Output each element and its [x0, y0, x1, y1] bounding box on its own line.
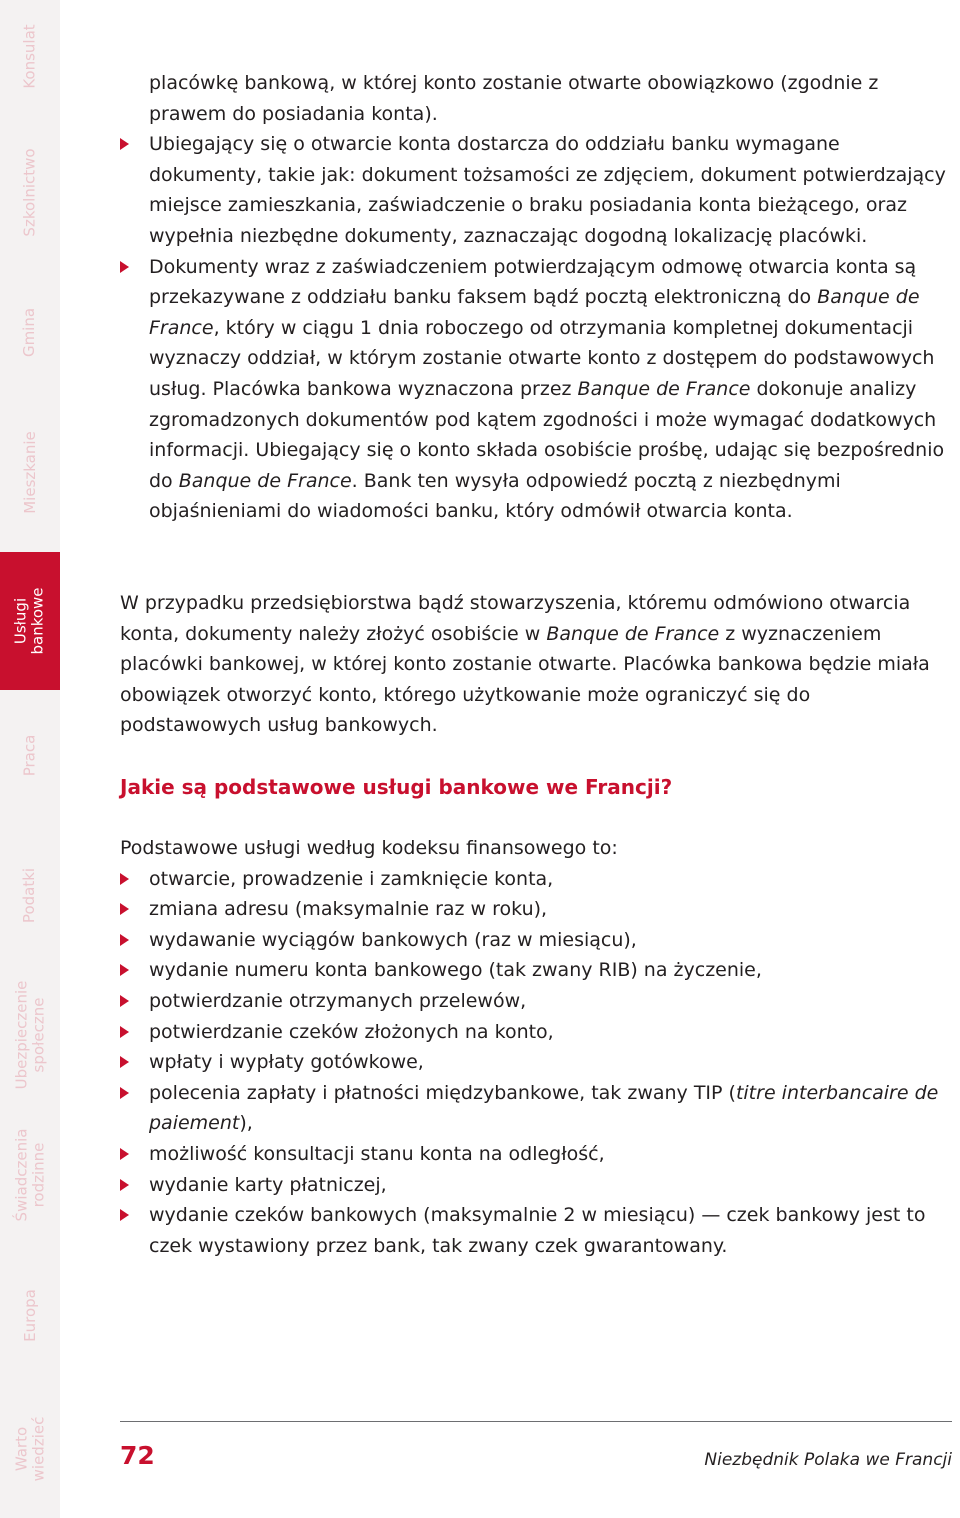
bullet-arrow-icon — [120, 1148, 129, 1160]
list-item — [120, 1078, 952, 1139]
text-run: , który w ciągu 1 dnia roboczego od otrzymania kompletnej dokumentacji wyznaczy oddział, w którym zostanie otwarte konto z dostępem do podstawowych usług. Placówka bankowa wyznaczona przez — [149, 316, 935, 400]
list-item — [120, 925, 952, 956]
service-text: wydanie czeków bankowych (maksymalnie 2 w miesiącu) — czek bankowy jest to czek wystawiony przez bank, tak zwany czek gwarantowany. — [149, 1204, 926, 1257]
bullet-arrow-icon — [120, 873, 129, 885]
bullet-arrow-icon — [120, 1026, 129, 1038]
tab-label: Gmina — [20, 307, 39, 357]
intro-continuation: placówkę bankową, w której konto zostanie otwarte obowiązkowo (zgodnie z prawem do posiadania konta). — [149, 72, 879, 125]
bullet-arrow-icon — [120, 1087, 129, 1099]
tab-europa[interactable] — [0, 1250, 60, 1380]
list-item — [120, 129, 952, 251]
italic-run: Banque de France — [178, 469, 352, 492]
tab-label: Szkolnictwo — [20, 147, 39, 237]
tab-label: Podatki — [20, 867, 39, 923]
tab-label-line2: bankowe — [29, 587, 48, 655]
bullet-arrow-icon — [120, 261, 129, 273]
bullet-arrow-icon — [120, 964, 129, 976]
tab-swiadczenia-rodzinne[interactable] — [0, 1100, 60, 1250]
italic-run: Banque de France — [577, 377, 751, 400]
service-text: otwarcie, prowadzenie i zamknięcie konta, — [149, 867, 554, 890]
list-item — [120, 1170, 952, 1201]
tab-label: Mieszkanie — [20, 430, 39, 514]
company-paragraph — [120, 588, 952, 741]
tab-praca[interactable] — [0, 690, 60, 820]
list-item — [120, 894, 952, 925]
tab-konsulat[interactable] — [0, 0, 60, 112]
list-item — [120, 252, 952, 527]
list-item — [120, 1017, 952, 1048]
paragraph — [120, 588, 952, 741]
service-text: zmiana adresu (maksymalnie raz w roku), — [149, 898, 548, 921]
bullet-docs-text: Ubiegający się o otwarcie konta dostarcza do oddziału banku wymagane dokumenty, takie jak: dokument tożsamości ze zdjęciem, dokument potwierdzający miejsce zamieszkania, zaświadczenie o braku posiadania konta bieżącego, oraz wypełnia niezbędne dokumenty, zaznaczając dogodną lokalizację placówki. — [149, 133, 946, 247]
page-number: 72 — [120, 1441, 155, 1470]
tab-szkolnictwo[interactable] — [0, 112, 60, 272]
bullet-arrow-icon — [120, 995, 129, 1007]
bullet-arrow-icon — [120, 1179, 129, 1191]
text-run: . Bank ten wysyła odpowiedź pocztą z niezbędnymi objaśnieniami do wiadomości banku, który odmówił otwarcia konta. — [149, 469, 841, 523]
tab-gmina[interactable] — [0, 272, 60, 392]
bullet-arrow-icon — [120, 934, 129, 946]
service-text: wydanie karty płatniczej, — [149, 1173, 387, 1196]
services-list — [120, 864, 952, 1262]
list-item — [120, 68, 952, 129]
tab-label: Europa — [20, 1288, 39, 1342]
italic-run: titre interbancaire de paiement — [149, 1081, 939, 1135]
footer-divider — [120, 1421, 952, 1422]
services-intro: Podstawowe usługi według kodeksu finansowego to: — [120, 837, 618, 859]
tab-label-line1: Świadczenia — [12, 1128, 31, 1222]
text-run: ), — [239, 1112, 253, 1135]
service-text: możliwość konsultacji stanu konta na odległość, — [149, 1142, 605, 1165]
italic-run: Banque de France — [546, 622, 720, 645]
procedure-section — [120, 68, 952, 527]
tab-label-line2: wiedzieć — [29, 1416, 48, 1482]
bullet-arrow-icon — [120, 138, 129, 150]
tab-label: Praca — [20, 734, 39, 776]
tab-podatki[interactable] — [0, 820, 60, 970]
service-text: wydawanie wyciągów bankowych (raz w miesiącu), — [149, 928, 637, 951]
text-run: W przypadku przedsiębiorstwa bądź stowarzyszenia, któremu odmówiono otwarcia konta, dokumenty należy złożyć osobiście w — [120, 592, 911, 645]
bullet-arrow-icon — [120, 1056, 129, 1068]
tab-label-line2: rodzinne — [29, 1142, 48, 1208]
service-text: wpłaty i wypłaty gotówkowe, — [149, 1051, 424, 1074]
italic-run: Banque de France — [149, 286, 920, 339]
bullet-arrow-icon — [120, 903, 129, 915]
book-title: Niezbędnik Polaka we Francji — [704, 1450, 952, 1470]
list-item — [120, 955, 952, 986]
text-run: dokonuje analizy zgromadzonych dokumentów pod kątem zgodności i może wymagać dodatkowych informacji. Ubiegający się o konto składa osobiście prośbę, udając się bezpośrednio do — [149, 377, 945, 492]
tab-label: Konsulat — [20, 23, 39, 89]
list-item — [120, 1200, 952, 1261]
services-section — [120, 833, 952, 1261]
tab-ubezpieczenie-spoleczne[interactable] — [0, 970, 60, 1100]
section-heading: Jakie są podstawowe usługi bankowe we Francji? — [120, 775, 673, 799]
list-item — [120, 1139, 952, 1170]
list-item — [120, 1047, 952, 1078]
list-item — [120, 986, 952, 1017]
tab-uslugi-bankowe[interactable] — [0, 552, 60, 690]
text-run: polecenia zapłaty i płatności międzybankowe, tak zwany TIP ( — [149, 1081, 736, 1104]
tab-label-line2: społeczne — [29, 997, 47, 1073]
tab-warto-wiedziec[interactable] — [0, 1380, 60, 1518]
tab-label-line1: Ubezpieczenie — [12, 980, 30, 1090]
service-text: wydanie numeru konta bankowego (tak zwany RIB) na życzenie, — [149, 959, 762, 982]
service-text: potwierdzanie otrzymanych przelewów, — [149, 989, 527, 1012]
list-item — [120, 864, 952, 895]
bullet-arrow-icon — [120, 1209, 129, 1221]
text-run: z wyznaczeniem placówki bankowej, w której konto zostanie otwarte. Placówka bankowa będzie miała obowiązek otworzyć konto, którego użytkowanie może ograniczyć się do podstawowych usług bankowych. — [120, 622, 930, 737]
chapter-tab-rail — [0, 0, 60, 1518]
tab-mieszkanie[interactable] — [0, 392, 60, 552]
text-run: Dokumenty wraz z zaświadczeniem potwierdzającym odmowę otwarcia konta są przekazywane z oddziału banku faksem bądź pocztą elektroniczną do — [149, 255, 917, 309]
tab-label-line1: Warto — [12, 1426, 31, 1472]
service-text: potwierdzanie czeków złożonych na konto, — [149, 1020, 554, 1043]
procedure-list — [120, 68, 952, 527]
tab-label-line1: Usługi — [12, 597, 31, 645]
